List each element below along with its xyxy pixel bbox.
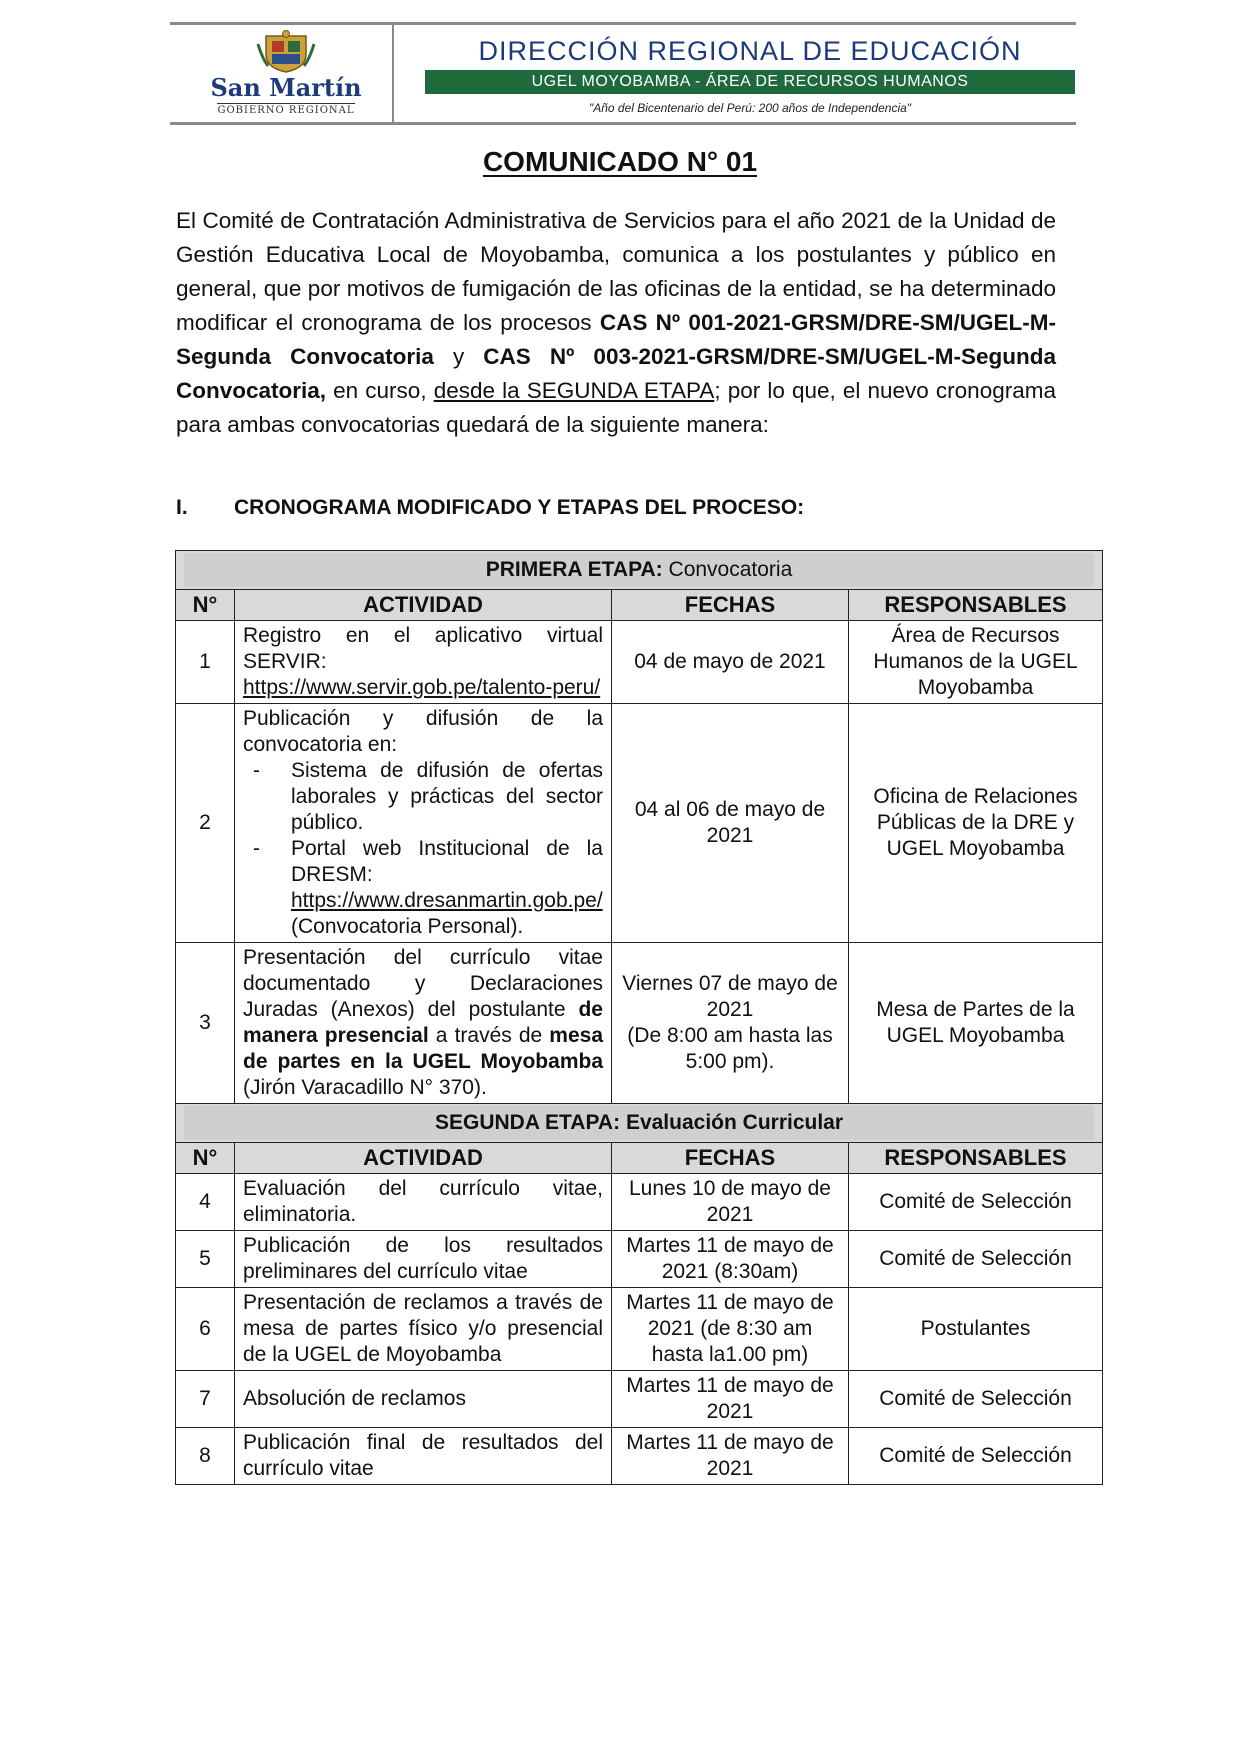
row-date: Martes 11 de mayo de 2021 (8:30am) xyxy=(612,1231,849,1288)
activity-list xyxy=(243,758,603,940)
stage-name-1: Convocatoria xyxy=(668,558,793,581)
table-row xyxy=(176,621,1103,704)
activity-item-text: Portal web Institucional de la DRESM: xyxy=(291,837,603,886)
paragraph-text-2: y xyxy=(433,344,484,369)
row-responsible: Comité de Selección xyxy=(849,1371,1103,1428)
row-responsible: Postulantes xyxy=(849,1288,1103,1371)
stage-label-1: PRIMERA ETAPA: xyxy=(485,558,663,581)
row-number: 5 xyxy=(176,1231,235,1288)
row-activity xyxy=(235,621,612,704)
year-motto: "Año del Bicentenario del Perú: 200 años de Independencia" xyxy=(588,101,912,115)
stage-label-2: SEGUNDA ETAPA: xyxy=(434,1111,621,1134)
section-heading xyxy=(176,496,804,520)
row-date: Lunes 10 de mayo de 2021 xyxy=(612,1174,849,1231)
row-date: 04 de mayo de 2021 xyxy=(612,621,849,704)
col-header-activity: ACTIVIDAD xyxy=(235,590,612,621)
servir-link[interactable]: https://www.servir.gob.pe/talento-peru/ xyxy=(243,676,601,699)
activity-intro: Publicación y difusión de la convocatoria en: xyxy=(243,707,603,756)
header-bottom-rule xyxy=(170,122,1076,125)
row-responsible: Comité de Selección xyxy=(849,1428,1103,1485)
row-date-main: Viernes 07 de mayo de 2021 xyxy=(622,972,838,1021)
document-title xyxy=(0,146,1240,178)
table-header-row-2 xyxy=(176,1143,1103,1174)
row-number: 4 xyxy=(176,1174,235,1231)
row-activity: Publicación final de resultados del currículo vitae xyxy=(235,1428,612,1485)
activity-list-item xyxy=(253,836,603,940)
activity-text: Presentación del currículo vitae documentado y Declaraciones Juradas (Anexos) del postulante xyxy=(243,946,603,1021)
row-number: 6 xyxy=(176,1288,235,1371)
paragraph-text-4: ; por lo que, el nuevo cronograma para ambas convocatorias quedará de la siguiente manera: xyxy=(176,378,1056,437)
section-title: CRONOGRAMA MODIFICADO Y ETAPAS DEL PROCESO: xyxy=(234,496,805,519)
dresm-link[interactable]: https://www.dresanmartin.gob.pe/ xyxy=(291,889,603,912)
table-row xyxy=(176,1174,1103,1231)
row-activity xyxy=(235,704,612,943)
stage-row-2 xyxy=(176,1104,1103,1143)
schedule-table xyxy=(175,550,1103,1485)
table-row xyxy=(176,1288,1103,1371)
stage-name-2: Evaluación Curricular xyxy=(625,1111,844,1134)
paragraph-text-3: en curso, xyxy=(326,378,434,403)
institution-title: DIRECCIÓN REGIONAL DE EDUCACIÓN xyxy=(478,36,1022,66)
row-number: 1 xyxy=(176,621,235,704)
table-row xyxy=(176,1371,1103,1428)
table-row xyxy=(176,943,1103,1104)
row-date: Martes 11 de mayo de 2021 (de 8:30 am hasta la1.00 pm) xyxy=(612,1288,849,1371)
row-activity: Evaluación del currículo vitae, eliminatoria. xyxy=(235,1174,612,1231)
row-responsible: Oficina de Relaciones Públicas de la DRE y UGEL Moyobamba xyxy=(849,704,1103,943)
row-number: 2 xyxy=(176,704,235,943)
row-responsible: Comité de Selección xyxy=(849,1174,1103,1231)
logo-subtitle: GOBIERNO REGIONAL xyxy=(217,105,355,116)
table-header-row-1 xyxy=(176,590,1103,621)
activity-bold: de manera presencial xyxy=(243,998,603,1047)
stage-cell-1 xyxy=(176,551,1103,590)
row-activity: Publicación de los resultados preliminares del currículo vitae xyxy=(235,1231,612,1288)
row-number: 7 xyxy=(176,1371,235,1428)
row-responsible: Área de Recursos Humanos de la UGEL Moyobamba xyxy=(849,621,1103,704)
row-responsible: Mesa de Partes de la UGEL Moyobamba xyxy=(849,943,1103,1104)
activity-bold: mesa de partes en la UGEL Moyobamba xyxy=(243,1024,604,1073)
row-date-hours: (De 8:00 am hasta las 5:00 pm). xyxy=(627,1024,833,1073)
activity-text: (Jirón Varacadillo N° 370). xyxy=(243,1076,487,1099)
col-header-number: N° xyxy=(176,1143,235,1174)
activity-text: a través de xyxy=(428,1024,550,1047)
table-row xyxy=(176,1428,1103,1485)
row-responsible: Comité de Selección xyxy=(849,1231,1103,1288)
col-header-activity: ACTIVIDAD xyxy=(235,1143,612,1174)
stage-cell-2 xyxy=(176,1104,1103,1143)
coat-of-arms-icon xyxy=(256,30,316,74)
stage-row-1 xyxy=(176,551,1103,590)
paragraph-text-1: El Comité de Contratación Administrativa de Servicios para el año 2021 de la Unidad de Gestión Educativa Local de Moyobamba, comunica a los postulantes y público en general, que por motivos de fumigación de las oficinas de la entidad, se ha determinado modificar el cronograma de los procesos xyxy=(176,208,1056,335)
activity-text: Registro en el aplicativo virtual SERVIR: xyxy=(243,624,603,673)
paragraph-underlined: desde la SEGUNDA ETAPA xyxy=(433,378,715,403)
paragraph-process-2: CAS Nº 003-2021-GRSM/DRE-SM/UGEL-M-Segunda Convocatoria, xyxy=(176,344,1056,403)
institution-band: UGEL MOYOBAMBA - ÁREA DE RECURSOS HUMANOS xyxy=(425,70,1075,94)
col-header-dates: FECHAS xyxy=(612,590,849,621)
row-activity: Absolución de reclamos xyxy=(235,1371,612,1428)
table-row xyxy=(176,704,1103,943)
row-number: 3 xyxy=(176,943,235,1104)
row-date: Martes 11 de mayo de 2021 xyxy=(612,1371,849,1428)
san-martin-logo xyxy=(196,30,376,120)
col-header-responsible: RESPONSABLES xyxy=(849,590,1103,621)
row-activity xyxy=(235,943,612,1104)
header-top-rule xyxy=(170,22,1076,25)
row-date: 04 al 06 de mayo de 2021 xyxy=(612,704,849,943)
section-number: I. xyxy=(176,496,188,519)
activity-list-item: - Sistema de difusión de ofertas laborales y prácticas del sector público. xyxy=(253,758,603,836)
col-header-dates: FECHAS xyxy=(612,1143,849,1174)
row-activity: Presentación de reclamos a través de mesa de partes físico y/o presencial de la UGEL de Moyobamba xyxy=(235,1288,612,1371)
col-header-number: N° xyxy=(176,590,235,621)
logo-name: San Martín xyxy=(210,73,362,102)
row-date xyxy=(612,943,849,1104)
col-header-responsible: RESPONSABLES xyxy=(849,1143,1103,1174)
activity-item-tail: (Convocatoria Personal). xyxy=(291,915,524,938)
intro-paragraph xyxy=(176,204,1056,442)
table-row xyxy=(176,1231,1103,1288)
document-title-text: COMUNICADO N° 01 xyxy=(482,146,758,177)
row-date: Martes 11 de mayo de 2021 xyxy=(612,1428,849,1485)
paragraph-process-1: CAS Nº 001-2021-GRSM/DRE-SM/UGEL-M-Segunda Convocatoria xyxy=(176,310,1056,369)
header-divider xyxy=(392,22,394,125)
row-number: 8 xyxy=(176,1428,235,1485)
